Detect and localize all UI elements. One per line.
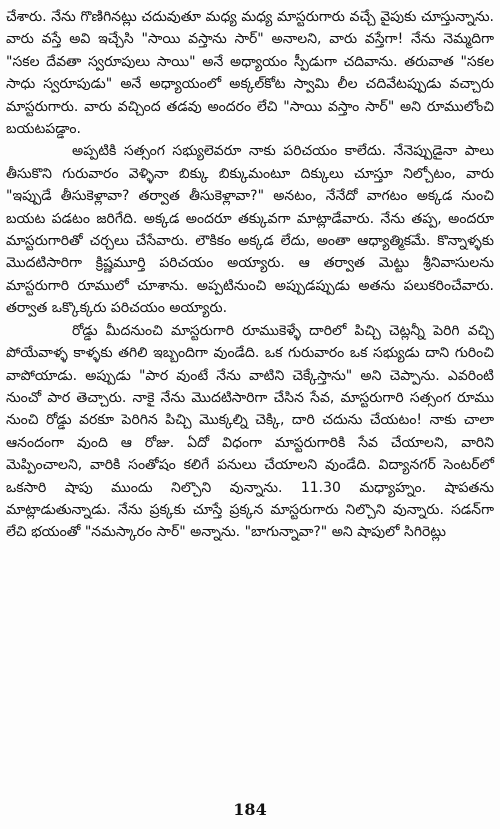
paragraph-2: అప్పటికి సత్సంగ సభ్యులెవరూ నాకు పరిచయం కాలేదు. నేనెప్పుడైనా పాలు తీసుకొని గురువారం వెళ్ళినా బిక్కు బిక్కుమంటూ దిక్కులు చూస్తూ నిల్చోటం, వారు "ఇప్పుడే తీసుకెళ్లావా? తర్వాత తీసుకెళ్లావా?" అనటం, నేనేదో వాగటం అక్కడ నుంచి బయట పడటం జరిగేది. అక్కడ అందరూ తక్కువగా మాట్లాడేవారు. నేను తప్ప, అందరూ మాస్టరుగారితో చర్చలు చేసేవారు. లౌకికం అక్కడ లేదు, అంతా ఆధ్యాత్మికమే. కొన్నాళ్ళకు మొదటిసారిగా క్రిష్ణమూర్తి పరిచయం అయ్యారు. ఆ తర్వాత మెట్టు శ్రీనివాసులను మాస్టరుగారి రూములో చూశాను. అప్పటినుంచి అప్పుడప్పుడు అతను పలుకరించేవారు. తర్వాత ఒక్కొక్కరు పరిచయం అయ్యారు.: [6, 143, 494, 317]
page-number: 184: [233, 800, 267, 819]
paragraph-3: రోడ్డు మీదనుంచి మాస్టరుగారి రూముకెళ్ళే దారిలో పిచ్చి చెట్లన్నీ పెరిగి వచ్చి పోయేవాళ్ళ కాళ్ళకు తగిలి ఇబ్బందిగా వుండేది. ఒక గురువారం ఒక సభ్యుడు దాని గురించి వాపోయాడు. అప్పుడు "పార వుంటే నేను వాటిని చెక్కేస్తాను" అని చెప్పాను. ఎవరింటి నుంచో పార తెచ్చారు. నాకై నేను మొదటిసారిగా చేసిన సేవ, మాస్టరుగారి సత్సంగ రూము నుంచి రోడ్డు వరకూ పెరిగిన పిచ్చి మొక్కల్ని చెక్కి, దారి చదును చేయటం! నాకు చాలా ఆనందంగా వుంది ఆ రోజు. ఏదో విధంగా మాస్టరుగారికి సేవ చేయాలని, వారిని మెప్పించాలని, వారికి సంతోషం కలిగే పనులు చేయాలని వుండేది. విద్యానగర్ సెంటర్‌లో ఒకసారి షాపు ముందు నిల్చొని వున్నాను. 11.30 మధ్యాహ్నం. షాపతను మాట్లాడుతున్నాడు. నేను ప్రక్కకు చూస్తే ప్రక్కన మాస్టరుగారు నిల్చొని వున్నారు. సడన్‌గా లేచి భయంతో "నమస్కారం సార్" అన్నాను. "బాగున్నావా?" అని షాపులో సిగిరెట్లు: [6, 322, 494, 541]
paragraph-1: చేశారు. నేను గొణిగినట్లు చదువుతూ మధ్య మధ్య మాస్టరుగారు వచ్చే వైపుకు చూస్తున్నాను. వారు వస్తే అవి ఇచ్చేసి "సాయి వస్తాను సార్" అనాలని, వారు వస్తేగా! నేను నెమ్మదిగా "సకల దేవతా స్వరూపులు సాయి" అనే అధ్యాయం స్పీడుగా చదివాను. తరువాత "సకల సాధు స్వరూపుడు" అనే అధ్యాయంలో అక్కల్‌కోట స్వామి లీల చదివేటప్పుడు వచ్చారు మాస్టరుగారు. వారు వచ్చింద తడవు అందరం లేచి "సాయి వస్తాం సార్" అని రూములోంచి బయటపడ్డాం.: [6, 9, 494, 138]
page-body-text: [6, 6, 494, 544]
